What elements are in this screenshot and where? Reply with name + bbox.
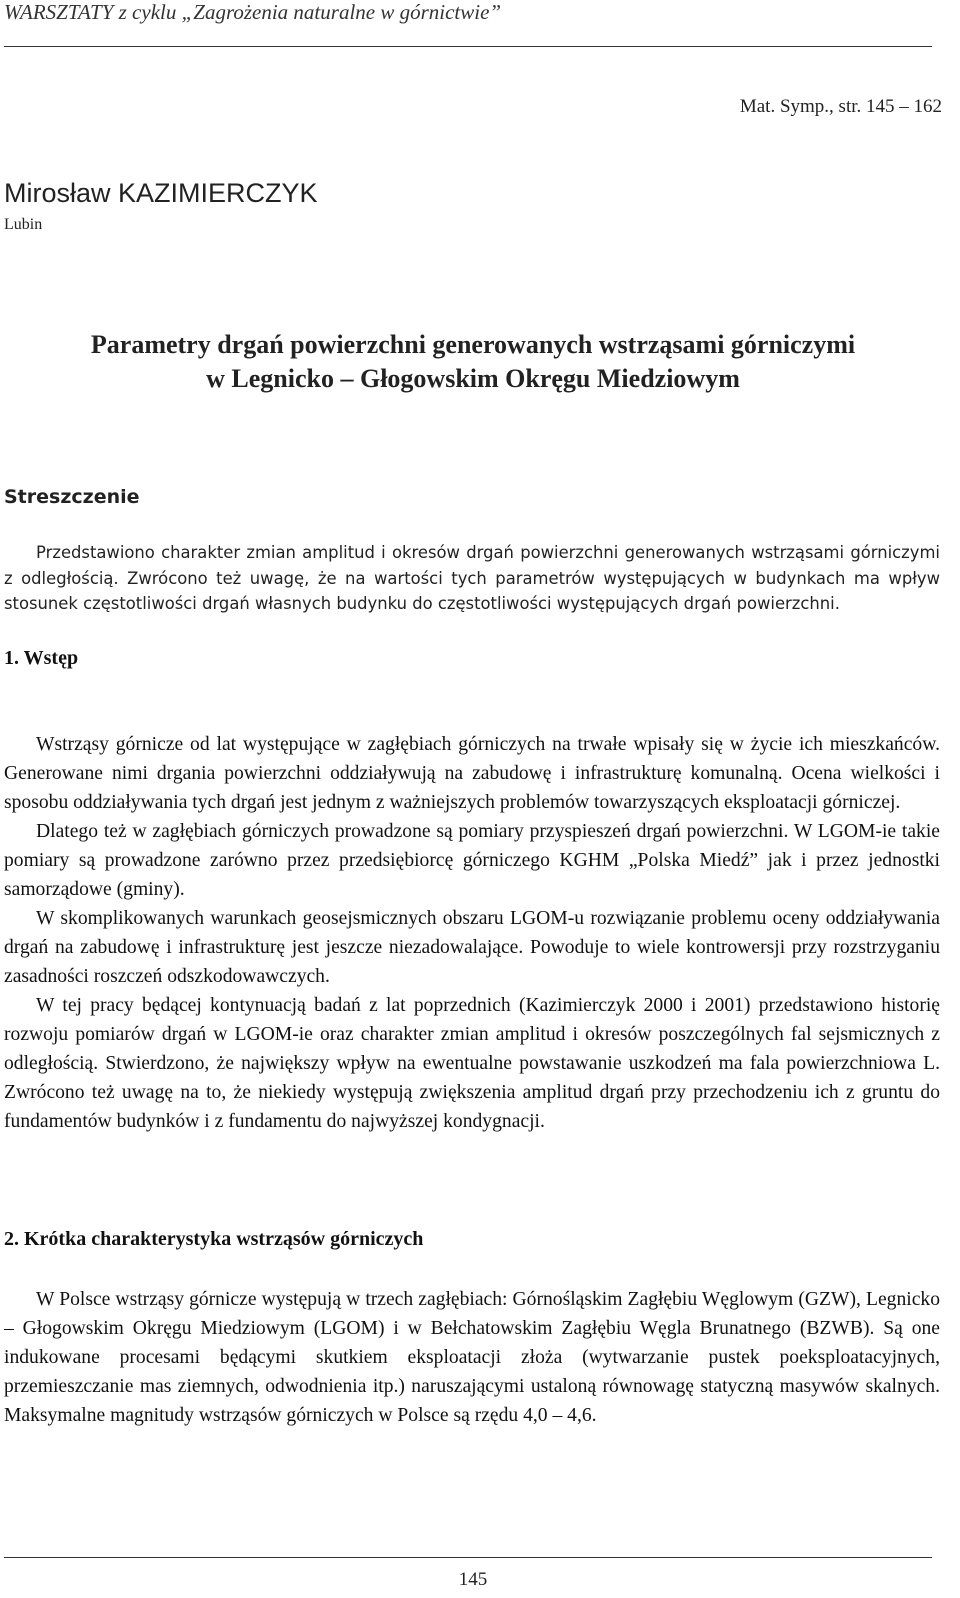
paragraph: Dlatego też w zagłębiach górniczych prowadzone są pomiary przyspieszeń drgań powierzchni. W LGOM-ie takie pomiary są prowadzone zarówno przez przedsiębiorcę górniczego KGHM „Polska Miedź” jak i przez jednostki samorządowe (gminy). — [4, 821, 940, 900]
running-header: WARSZTATY z cyklu „Zagrożenia naturalne w górnictwie” — [4, 0, 502, 24]
paragraph: W Polsce wstrząsy górnicze występują w trzech zagłębiach: Górnośląskim Zagłębiu Węglowym (GZW), Legnicko – Głogowskim Okręgu Miedziowym (LGOM) i w Bełchatowskim Zagłębiu Węgla Brunatnego (BZWB). Są one indukowane procesami będącymi skutkiem eksploatacji złoża (wytwarzanie pustek poeksploatacyjnych, przemieszczanie mas ziemnych, odwodnienia itp.) naruszającymi ustaloną równowagę statyczną masywów skalnych. Maksymalne magnitudy wstrząsów górniczych w Polsce są rzędu 4,0 – 4,6. — [4, 1289, 940, 1426]
section-body-introduction — [4, 730, 940, 1136]
header-rule — [4, 46, 932, 47]
page-number: 145 — [458, 1569, 488, 1590]
footer-rule — [4, 1557, 932, 1558]
author-name: Mirosław KAZIMIERCZYK — [4, 178, 318, 208]
paragraph: W tej pracy będącej kontynuacją badań z lat poprzednich (Kazimierczyk 2000 i 2001) przedstawiono historię rozwoju pomiarów drgań w LGOM-ie oraz charakter zmian amplitud i okresów poszczególnych fal sejsmicznych z odległością. Stwierdzono, że największy wpływ na ewentualne powstawanie uszkodzeń ma fala powierzchniowa L. Zwrócono też uwagę na to, że niekiedy występują zwiększenia amplitud drgań przy przechodzeniu ich z gruntu do fundamentów budynków i z fundamentu do najwyższej kondygnacji. — [4, 995, 940, 1132]
paragraph: Wstrząsy górnicze od lat występujące w zagłębiach górniczych na trwałe wpisały się w życie ich mieszkańców. Generowane nimi drgania powierzchni oddziaływują na zabudowę i infrastrukturę komunalną. Ocena wielkości i sposobu oddziaływania tych drgań jest jednym z ważniejszych problemów towarzyszących eksploatacji górniczej. — [4, 734, 940, 813]
publication-reference: Mat. Symp., str. 145 – 162 — [739, 96, 942, 117]
section-heading-introduction: 1. Wstęp — [4, 647, 79, 669]
paper-title-line-2: w Legnicko – Głogowskim Okręgu Miedziowym — [206, 364, 740, 393]
abstract-heading: Streszczenie — [4, 486, 140, 508]
section-heading-characteristics: 2. Krótka charakterystyka wstrząsów górniczych — [4, 1228, 424, 1250]
author-affiliation: Lubin — [4, 216, 43, 233]
section-body-characteristics — [4, 1285, 940, 1430]
abstract-text: Przedstawiono charakter zmian amplitud i okresów drgań powierzchni generowanych wstrząsami górniczymi z odległością. Zwrócono też uwagę, że na wartości tych parametrów występujących w budynkach ma wpływ stosunek częstotliwości drgań własnych budynku do częstotliwości występujących drgań powierzchni. — [4, 543, 940, 614]
paragraph: W skomplikowanych warunkach geosejsmicznych obszaru LGOM-u rozwiązanie problemu oceny oddziaływania drgań na zabudowę i infrastrukturę jest jeszcze niezadowalające. Powoduje to wiele kontrowersji przy rozstrzyganiu zasadności roszczeń odszkodowawczych. — [4, 908, 940, 987]
paper-title-line-1: Parametry drgań powierzchni generowanych wstrząsami górniczymi — [90, 330, 856, 359]
